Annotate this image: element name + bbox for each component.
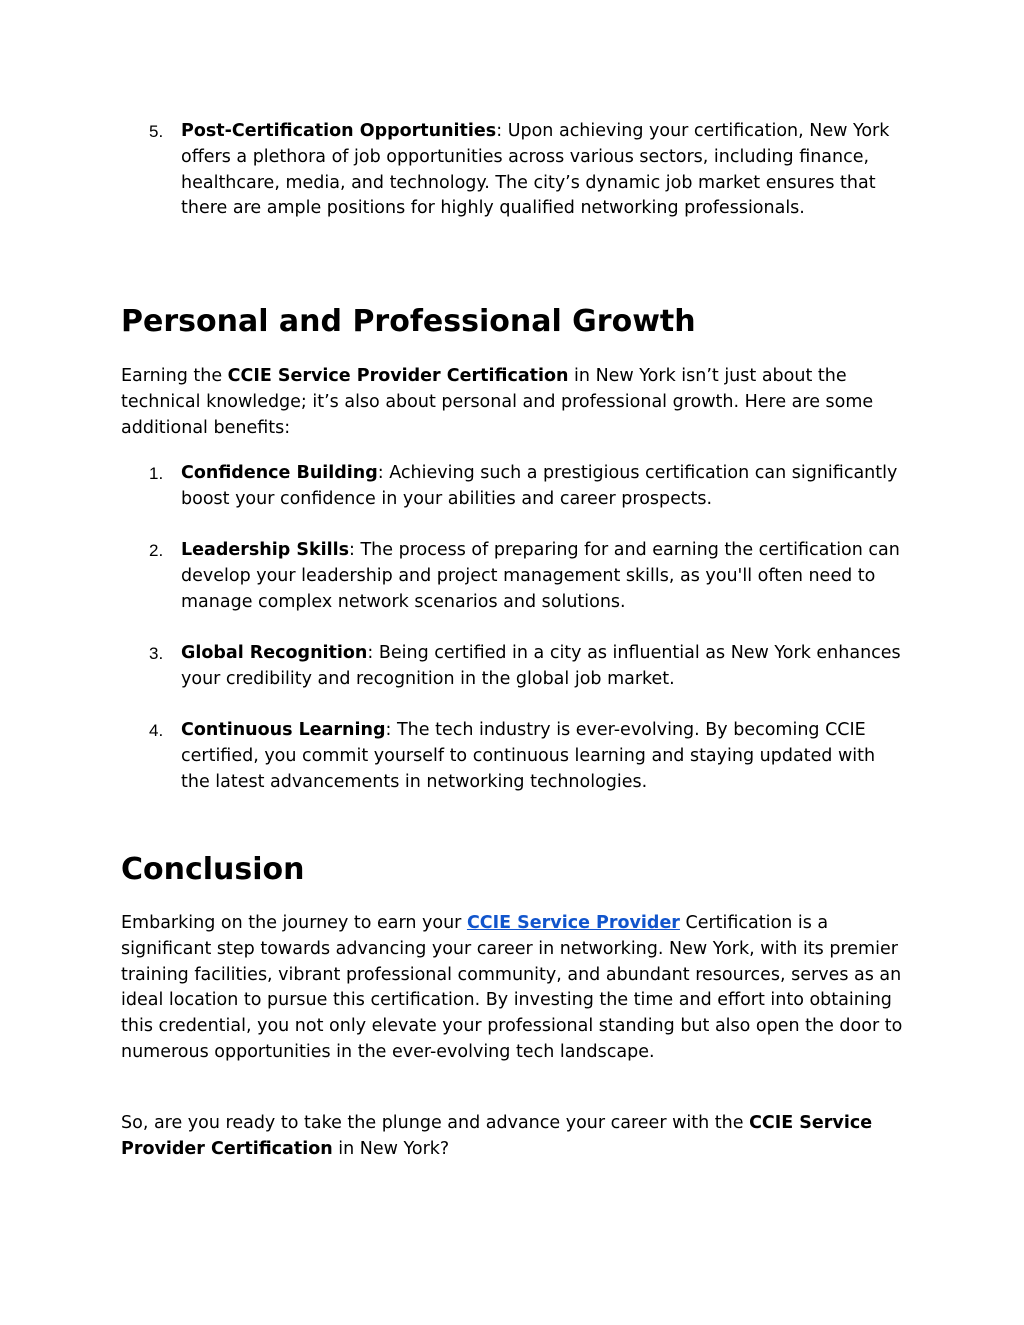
list-item-sep: : <box>367 643 374 663</box>
closing-text-pre: So, are you ready to take the plunge and advance your career with the <box>121 1113 750 1133</box>
list-item-number: 2. <box>149 541 164 560</box>
list-item-number: 3. <box>149 644 164 663</box>
list-item-description: Being certified in a city as influential as New York enhances your credibility and recognition in the global job market. <box>181 643 901 689</box>
list-item-text <box>181 641 901 693</box>
conclusion-text-pre: Embarking on the journey to earn your <box>121 913 467 933</box>
list-item-text <box>181 461 901 513</box>
list-item-description: Achieving such a prestigious certification can significantly boost your confidence in your abilities and career prospects. <box>181 463 898 509</box>
list-item-description: Upon achieving your certification, New York offers a plethora of job opportunities across various sectors, including finance, healthcare, media, and technology. The city’s dynamic job market ensures that there are ample positions for highly qualified networking professionals. <box>181 121 890 219</box>
list-item-number: 1. <box>149 464 164 483</box>
list-item-number: 4. <box>149 721 164 740</box>
list-item-text <box>181 119 901 222</box>
conclusion-paragraph <box>121 911 911 1066</box>
list-item-text <box>181 538 901 615</box>
list-item-term: Continuous Learning <box>181 720 386 740</box>
closing-question-paragraph <box>121 1111 911 1163</box>
list-item-term: Confidence Building <box>181 463 378 483</box>
list-item-term: Leadership Skills <box>181 540 350 560</box>
list-item-text <box>181 718 901 795</box>
closing-text-bold: CCIE Service Provider Certification <box>121 1113 873 1159</box>
growth-intro-paragraph <box>121 364 911 441</box>
intro-text-pre: Earning the <box>121 366 228 386</box>
list-item-term: Post-Certification Opportunities <box>181 121 497 141</box>
list-item-sep: : <box>385 720 392 740</box>
section-heading-conclusion: Conclusion <box>121 852 305 887</box>
list-item-sep: : <box>496 121 503 141</box>
ccie-service-provider-link[interactable]: CCIE Service Provider <box>466 913 680 933</box>
list-item-sep: : <box>377 463 384 483</box>
list-item-number: 5. <box>149 122 164 141</box>
list-item-description: The process of preparing for and earning the certification can develop your leadership and project management skills, as you'll often need to manage complex network scenarios and solutions. <box>181 540 900 612</box>
intro-text-post: in New York isn’t just about the technical knowledge; it’s also about personal and professional growth. Here are some additional benefits: <box>121 366 874 438</box>
list-item-term: Global Recognition <box>181 643 368 663</box>
list-item-description: The tech industry is ever-evolving. By becoming CCIE certified, you commit yourself to continuous learning and staying updated with the latest advancements in networking technologies. <box>181 720 876 792</box>
list-item-sep: : <box>349 540 355 560</box>
closing-text-post: in New York? <box>332 1138 450 1159</box>
intro-text-bold: CCIE Service Provider Certification <box>227 366 569 386</box>
conclusion-text-post: Certification is a significant step towards advancing your career in networking. New York, with its premier training facilities, vibrant professional community, and abundant resources, serves as an ideal location to pursue this certification. By investing the time and effort into obtaining this credential, you not only elevate your professional standing but also open the door to numerous opportunities in the ever-evolving tech landscape. <box>121 913 903 1062</box>
section-heading-growth: Personal and Professional Growth <box>121 304 696 339</box>
